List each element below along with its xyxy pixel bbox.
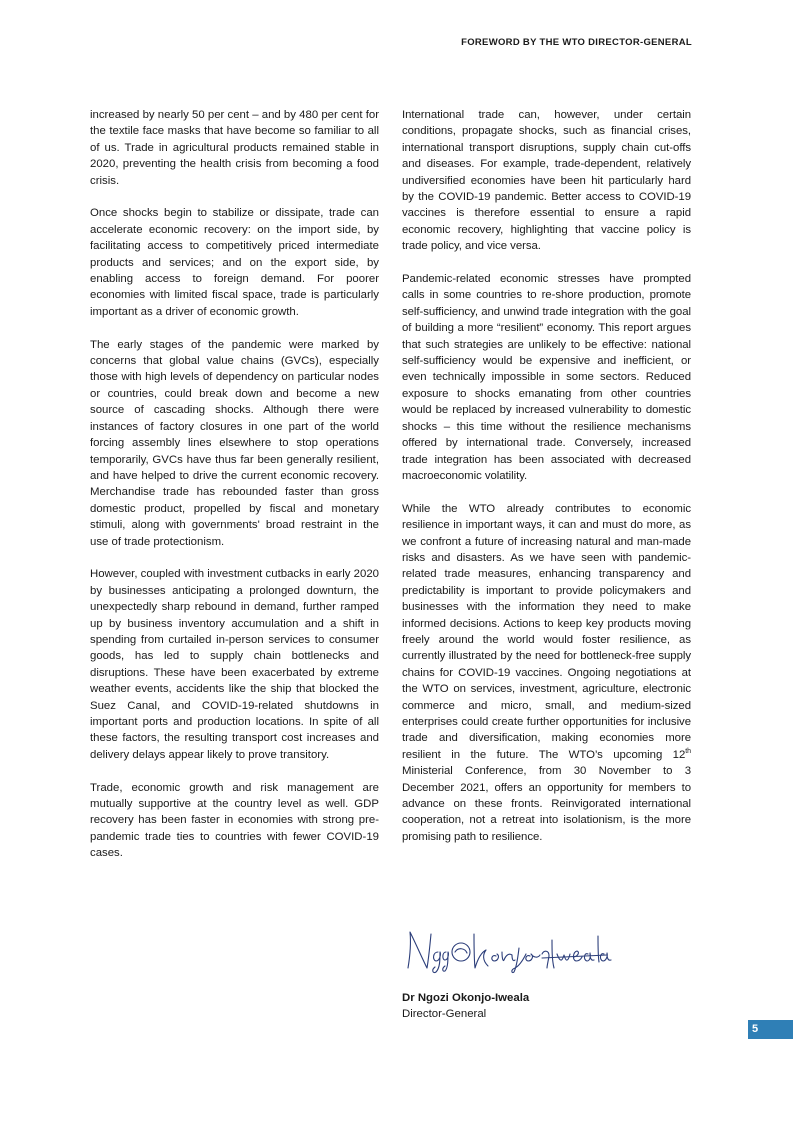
paragraph: International trade can, however, under certain conditions, propagate shocks, such as financial crises, international transport disruptions, supply chain cut-offs and diseases. For example, trade-dependent, relatively undiversified economies have been hit particularly hard by the COVID-19 pandemic. Better access to COVID-19 vaccines is therefore essential to ensure a rapid economic recovery, highlighting that vaccine policy is trade policy, and vice versa. [402,109,691,253]
paragraph: However, coupled with investment cutbacks in early 2020 by businesses anticipating a prolonged downturn, the unexpectedly sharp rebound in demand, further ramped up by business inventory accumulation and a shift in spending from curtailed in-person services to consumer goods, has led to supply chain bottlenecks and disruptions. These have been exacerbated by extreme weather events, accidents like the ship that blocked the Suez Canal, and COVID-19-related shutdowns in important ports and production locations. In spite of all these factors, the resulting transport cost increases and delivery delays appear likely to prove transitory. [90,568,379,761]
left-column [90,107,379,878]
paragraph: increased by nearly 50 per cent – and by 480 per cent for the textile face masks that have become so familiar to all of us. Trade in agricultural products remained stable in 2020, preventing the health crisis from becoming a food crisis. [90,109,379,187]
signatory-name: Dr Ngozi Okonjo-Iweala [402,992,530,1004]
running-header: FOREWORD BY THE WTO DIRECTOR-GENERAL [461,37,692,48]
right-column [402,107,691,862]
paragraph: Pandemic-related economic stresses have prompted calls in some countries to re-shore production, promote self-sufficiency, and unwind trade integration with the goal of building a more “resilient” economy. This report argues that such strategies are unlikely to be effective: national self-sufficiency would be expensive and inefficient, or even technically impossible in some sectors. Reduced exposure to shocks emanating from other countries would be replaced by increased vulnerability to domestic shocks – this time without the resilience mechanisms offered by international trade. Conversely, increased trade integration has been associated with decreased macroeconomic volatility. [402,273,691,482]
signatory-title: Director-General [402,1008,487,1020]
paragraph: Trade, economic growth and risk management are mutually supportive at the country level as well. GDP recovery has been faster in economies with strong pre-pandemic trade ties to countries with fewer COVID-19 cases. [90,781,379,860]
paragraph-text: While the WTO already contributes to economic resilience in important ways, it can and must do more, as we confront a future of increasing natural and man-made risks and disasters. As we have seen with pandemic-related trade measures, enhancing transparency and predictability is important to provide policymakers and businesses with the information they need to make informed decisions. Actions to keep key products moving freely around the world would foster resilience, as currently illustrated by the need for bottleneck-free supply chains for COVID-19 vaccines. Ongoing negotiations at the WTO on services, investment, agriculture, electronic commerce and micro, small, and medium-sized enterprises could create further opportunities for inclusive trade and diversification, making economies more resilient in the future. The WTO’s upcoming 12 [402,502,691,761]
handwritten-signature [402,922,612,980]
paragraph: Once shocks begin to stabilize or dissipate, trade can accelerate economic recovery: on the import side, by facilitating access to competitively priced intermediate products and services; and on the export side, by enabling access to foreign demand. For poorer economies with limited fiscal space, trade is particularly important as a driver of economic growth. [90,207,379,318]
paragraph-text: Ministerial Conference, from 30 November to 3 December 2021, offers an opportunity for members to advance on these fronts. Reinvigorated international cooperation, not a retreat into isolationism, is the more promising path to resilience. [402,765,691,843]
paragraph [402,501,691,846]
ordinal-suffix: th [685,748,691,756]
paragraph: The early stages of the pandemic were marked by concerns that global value chains (GVCs), especially those with high levels of dependency on particular nodes or countries, could break down and become a new source of cascading shocks. Although there were instances of factory closures in one part of the world forcing assembly lines elsewhere to stop operations temporarily, GVCs have thus far been generally resilient, and have helped to drive the current economic recovery. Merchandise trade has rebounded faster than gross domestic product, propelled by fiscal and monetary stimuli, along with governments' broad restraint in the use of trade protectionism. [90,338,379,548]
page-number: 5 [748,1020,793,1039]
